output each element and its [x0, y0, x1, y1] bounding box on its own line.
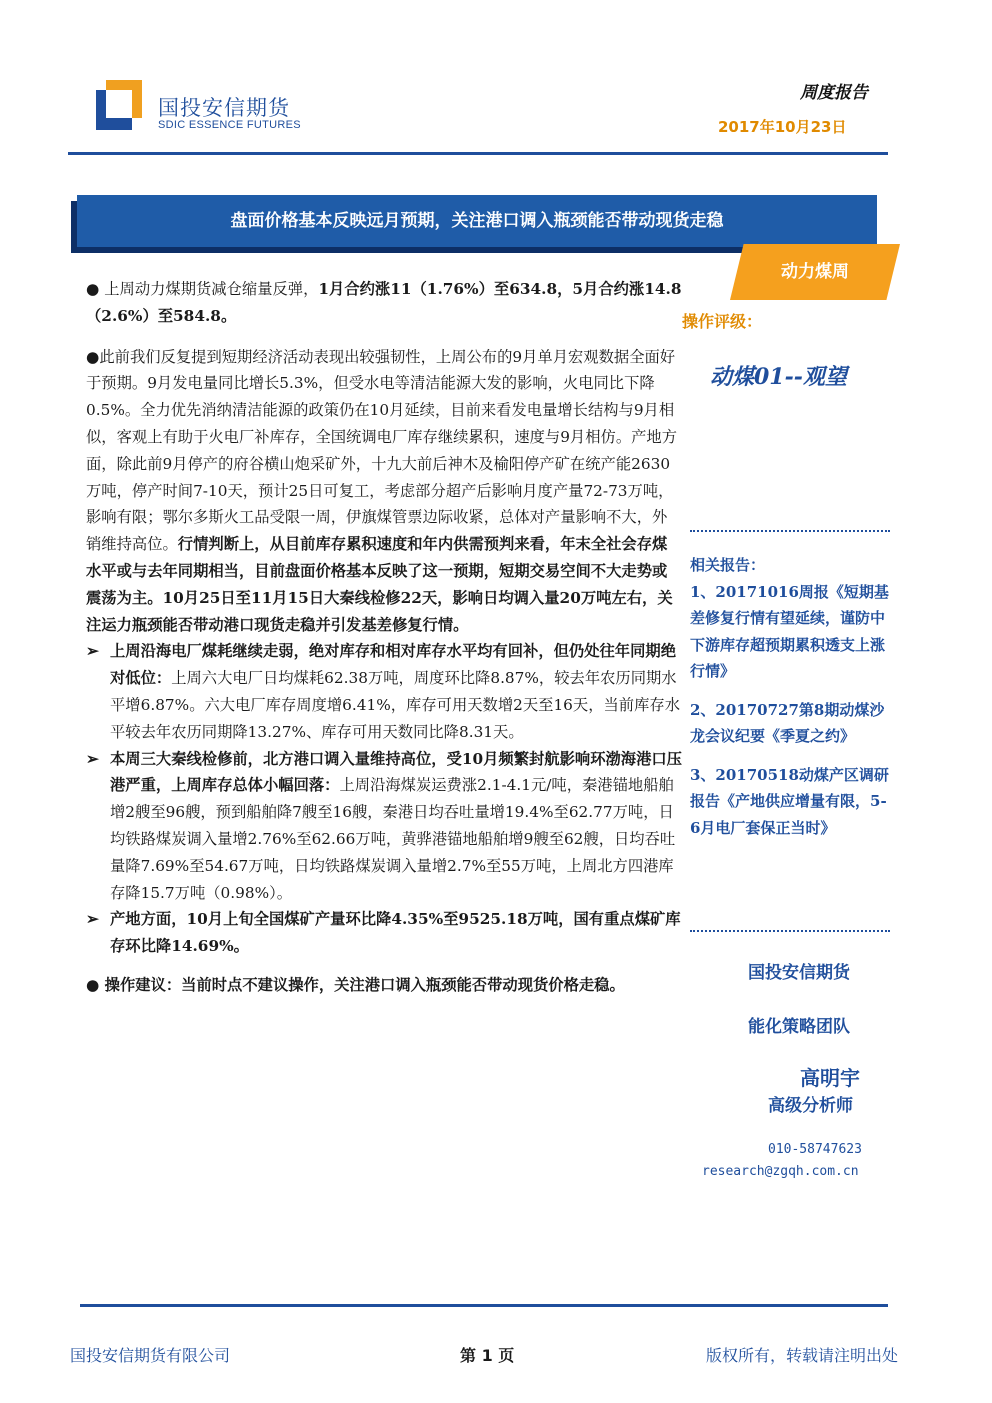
analysis-text: 此前我们反复提到短期经济活动表现出较强韧性，上周公布的9月单月宏观数据全面好于预期。9月发电量同比增长5.3%，但受水电等清洁能源大发的影响，火电同比下降0.5%。全力优先消纳清洁能源的政策仍在10月延续，目前来看发电量增长结构与9月相似，客观上有助于火电厂补库存，全国统调电厂库存继续累积，速度与9月相仿。产地方面，除此前9月停产的府谷横山炮采矿外，十九大前后神木及榆阳停产矿在统产能2630万吨，停产时间7-10天，预计25日可复工，考虑部分超产后影响月度产量72-73万吨，影响有限；鄂尔多斯火工品受限一周，伊旗煤管票边际收紧，总体对产量影响不大，外销维持高位。: [86, 347, 678, 554]
header-divider: [68, 152, 888, 155]
company-logo-icon: [96, 80, 142, 130]
list-item-bold: 产地方面，10月上旬全国煤矿产量环比降4.35%至9525.18万吨，国有重点煤矿库存环比降14.69%。: [110, 910, 681, 956]
analysis-bold-text: 行情判断上，从目前库存累积速度和年内供需预判来看，年末全社会存煤水平或与去年同期相当，目前盘面价格基本反映了这一预期，短期交易空间不大走势或震荡为主。10月25日至11月15日大秦线检修22天，影响日均调入量20万吨左右，关注运力瓶颈能否带动港口现货走稳并引发基差修复行情。: [86, 535, 673, 634]
list-item-text: 上周沿海煤炭运费涨2.1-4.1元/吨，秦港锚地船舶增2艘至96艘，预到船舶降7艘至16艘，秦港日均吞吐量增19.4%至62.77万吨，日均铁路煤炭调入量增2.76%至62.66万吨，黄骅港锚地船舶增9艘至62艘，日均吞吐量降7.69%至54.67万吨，日均铁路煤炭调入量增2.7%至55万吨，上周北方四港库存降15.7万吨（0.98%）。: [110, 776, 676, 902]
report-date: 2017年10月23日: [718, 118, 847, 136]
contact-team: 能化策略团队: [748, 1017, 850, 1037]
logo-english-name: SDIC ESSENCE FUTURES: [158, 119, 301, 131]
main-body: [86, 276, 682, 999]
recommendation-paragraph: [86, 972, 682, 999]
analyst-title: 高级分析师: [768, 1096, 853, 1116]
contact-org: 国投安信期货: [748, 963, 850, 983]
sidebar-divider: [690, 530, 890, 532]
footer-divider: [80, 1304, 888, 1307]
contact-email[interactable]: research@zgqh.com.cn: [702, 1164, 859, 1179]
arrow-icon: ➢: [86, 910, 99, 929]
section-tag-label: 动力煤周: [781, 262, 849, 282]
bullet-icon: ●: [86, 975, 100, 994]
summary-bold-text: 1月合约涨11（1.76%）至634.8，5月合约涨14.8（2.6%）至584.8。: [86, 280, 682, 325]
footer-copyright: 版权所有，转载请注明出处: [706, 1346, 899, 1365]
list-item: [86, 906, 682, 960]
rating-value: 动煤01--观望: [710, 364, 847, 390]
list-item-text: 上周六大电厂日均煤耗62.38万吨，周度环比降8.87%，较去年农历同期水平增6.87%。六大电厂库存周度增6.41%，库存可用天数增2天至16天，当前库存水平较去年农历同期降13.27%、库存可用天数同比降8.31天。: [110, 669, 680, 741]
summary-paragraph: [86, 276, 682, 330]
related-reports-heading: 相关报告：: [690, 556, 766, 574]
bullet-icon: ●: [86, 347, 100, 366]
related-reports: [690, 552, 890, 853]
analysis-paragraph: [86, 344, 682, 639]
report-title: 盘面价格基本反映远月预期，关注港口调入瓶颈能否带动现货走稳: [77, 195, 877, 247]
footer-company: 国投安信期货有限公司: [70, 1346, 231, 1365]
list-item: [86, 746, 682, 907]
section-tag: [730, 244, 900, 300]
bullet-icon: ●: [86, 280, 100, 298]
logo-chinese-name: 国投安信期货: [158, 96, 290, 120]
rating-label: 操作评级：: [682, 312, 763, 331]
related-report-item[interactable]: 3、20170518动煤产区调研报告《产地供应增量有限，5-6月电厂套保正当时》: [690, 765, 889, 837]
list-item: [86, 638, 682, 745]
recommendation-text: 操作建议：当前时点不建议操作，关注港口调入瓶颈能否带动现货价格走稳。: [99, 975, 625, 994]
related-report-item[interactable]: 2、20170727第8期动煤沙龙会议纪要《季夏之约》: [690, 700, 885, 745]
arrow-icon: ➢: [86, 749, 99, 768]
analyst-name: 高明宇: [800, 1066, 860, 1090]
list-item-bold: 本周三大秦线检修前，北方港口调入量维持高位，受10月频繁封航影响环渤海港口压港严重，上周库存总体小幅回落：: [110, 749, 682, 795]
page-number: 第 1 页: [460, 1346, 515, 1365]
sidebar-divider: [690, 930, 890, 932]
arrow-icon: ➢: [86, 642, 99, 661]
summary-text: 上周动力煤期货减仓缩量反弹，: [99, 280, 319, 298]
contact-phone: 010-58747623: [768, 1142, 862, 1157]
related-report-item[interactable]: 1、20171016周报《短期基差修复行情有望延续，谨防中下游库存超预期累积透支上涨行情》: [690, 582, 889, 680]
report-type: 周度报告: [800, 83, 868, 103]
list-item-bold: 上周沿海电厂煤耗继续走弱，绝对库存和相对库存水平均有回补，但仍处往年同期绝对低位：: [110, 642, 676, 688]
